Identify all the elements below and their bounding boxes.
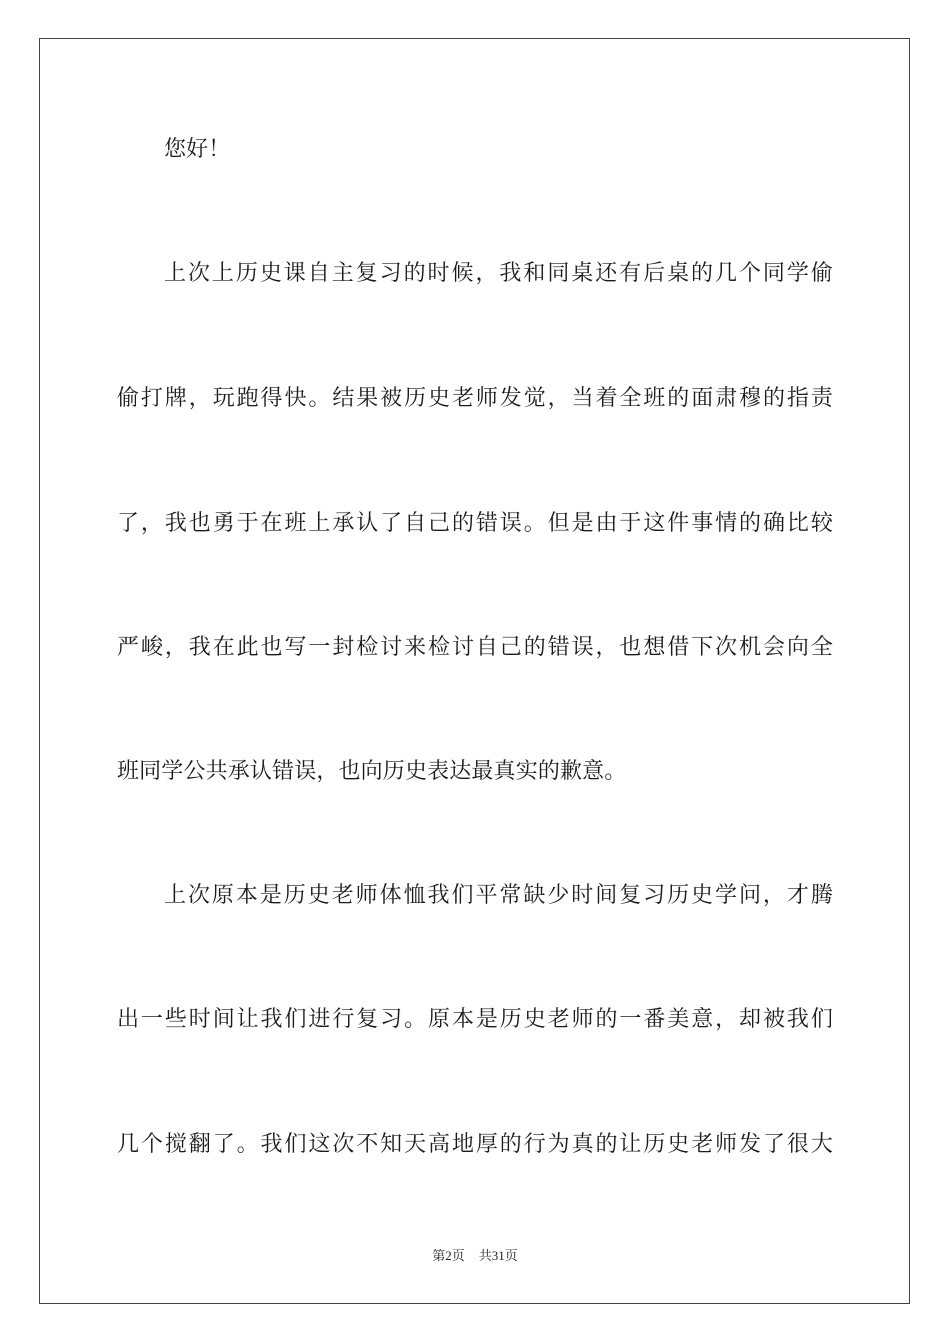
paragraph-2-line-1: 上次原本是历史老师体恤我们平常缺少时间复习历史学问，才腾 — [164, 883, 833, 908]
paragraph-2-line-3: 几个搅翻了。我们这次不知天高地厚的行为真的让历史老师发了很大 — [117, 1132, 833, 1157]
page-footer — [0, 1246, 950, 1266]
page-frame — [39, 38, 910, 1304]
paragraph-1-line-5: 班同学公共承认错误，也向历史表达最真实的歉意。 — [117, 759, 627, 784]
total-pages: 共31页 — [478, 1248, 518, 1263]
paragraph-2-line-2: 出一些时间让我们进行复习。原本是历史老师的一番美意，却被我们 — [117, 1007, 833, 1032]
paragraph-1-line-2: 偷打牌，玩跑得快。结果被历史老师发觉，当着全班的面肃穆的指责 — [117, 386, 833, 411]
page-number: 第2页 — [432, 1248, 465, 1263]
salutation-line: 您好！ — [164, 137, 231, 162]
paragraph-1-line-4: 严峻，我在此也写一封检讨来检讨自己的错误，也想借下次机会向全 — [117, 635, 833, 660]
paragraph-1-line-1: 上次上历史课自主复习的时候，我和同桌还有后桌的几个同学偷 — [164, 261, 833, 286]
paragraph-1-line-3: 了，我也勇于在班上承认了自己的错误。但是由于这件事情的确比较 — [117, 511, 833, 536]
